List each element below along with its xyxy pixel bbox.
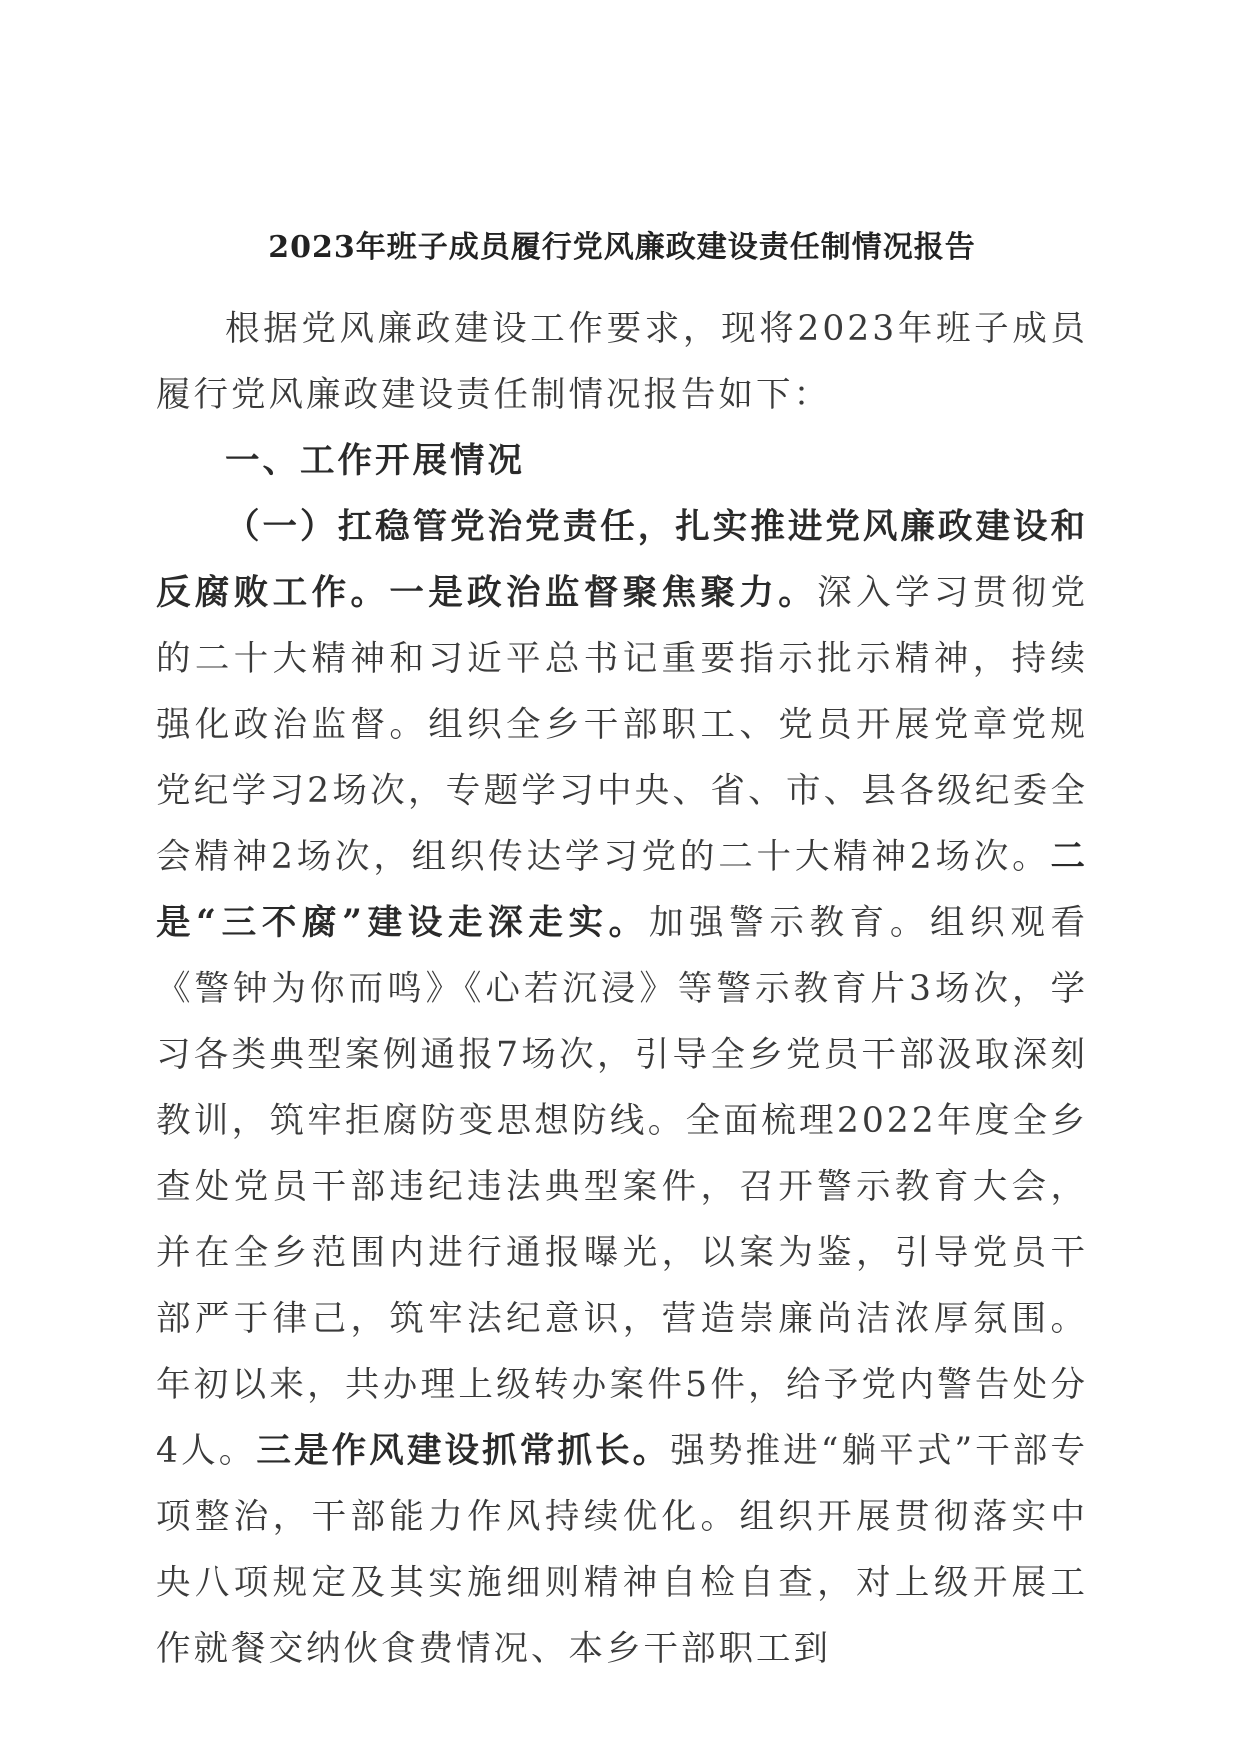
point-1-title: 一是政治监督聚焦聚力。 bbox=[389, 573, 818, 613]
document-title: 2023年班子成员履行党风廉政建设责任制情况报告 bbox=[268, 230, 976, 265]
section-heading: 一、工作开展情况 bbox=[225, 441, 525, 481]
point-3-title: 三是作风建设抓常抓长。 bbox=[256, 1431, 671, 1471]
point-2-text: 加强警示教育。组织观看《警钟为你而鸣》《心若沉浸》等警示教育片3场次，学习各类典型案例通报7场次，引导全乡党员干部汲取深刻教训，筑牢拒腐防变思想防线。全面梳理2022年度全乡查处党员干部违纪违法典型案件，召开警示教育大会，并在全乡范围内进行通报曝光，以案为鉴，引导党员干部严于律己，筑牢法纪意识，营造崇廉尚洁浓厚氛围。年初以来，共办理上级转办案件5件，给予党内警告处分4人。 bbox=[156, 903, 1089, 1471]
body-paragraph bbox=[156, 494, 1088, 1682]
point-3-text: 强势推进“躺平式”干部专项整治，干部能力作风持续优化。组织开展贯彻落实中央八项规定及其实施细则精神自检自查，对上级开展工作就餐交纳伙食费情况、本乡干部职工到 bbox=[156, 1431, 1088, 1669]
document-body bbox=[156, 296, 1088, 1682]
intro-paragraph: 根据党风廉政建设工作要求，现将2023年班子成员履行党风廉政建设责任制情况报告如下： bbox=[156, 309, 1088, 415]
point-2-title: 二是“三不腐”建设走深走实。 bbox=[156, 837, 1088, 943]
subheading: （一）扛稳管党治党责任，扎实推进党风廉政建设和反腐败工作。 bbox=[156, 507, 1088, 613]
point-1-text: 深入学习贯彻党的二十大精神和习近平总书记重要指示批示精神，持续强化政治监督。组织全乡干部职工、党员开展党章党规党纪学习2场次，专题学习中央、省、市、县各级纪委全会精神2场次，组织传达学习党的二十大精神2场次。 bbox=[156, 573, 1089, 877]
